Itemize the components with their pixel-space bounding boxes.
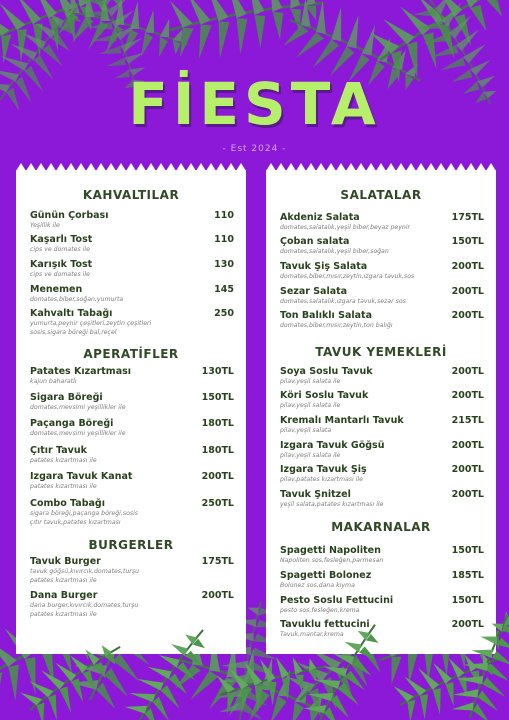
item-name: Kaşarlı Tost [30, 234, 93, 245]
left-menu-panel [16, 170, 246, 654]
item-price: 200TL [451, 366, 484, 377]
item-price: 200TL [451, 489, 484, 500]
item-price: 200TL [201, 590, 234, 601]
item-desc: çıtır tavuk,patates kızartması [30, 519, 121, 526]
section-heading-kahvaltilar: KAHVALTILAR [82, 188, 180, 202]
item-name: Tavuklu fettucini [280, 619, 370, 630]
item-name: Izgara Tavuk Şiş [280, 464, 367, 475]
item-price: 200TL [451, 619, 484, 630]
item-name: Sezar Salata [280, 286, 348, 297]
item-desc: patates kızartması ile [30, 483, 97, 490]
menu-item [280, 464, 484, 484]
item-name: Çıtır Tavuk [30, 445, 87, 456]
item-name: Dana Burger [30, 590, 98, 601]
item-desc: tavuk göğsü,kıvırcık,domates,turşu [30, 568, 139, 575]
item-name: Patates Kızartması [30, 366, 132, 377]
item-name: Izgara Tavuk Kanat [30, 471, 133, 482]
menu-item [280, 212, 484, 232]
item-desc: pilav,yeşil salata ile [280, 378, 341, 385]
item-price: 215TL [451, 415, 484, 426]
item-desc: domates,salatalık,ızgara tavuk,sezar sos [280, 298, 406, 305]
zigzag-edge [266, 163, 496, 171]
menu-title: FİESTA [128, 70, 381, 138]
item-desc: patates kızartması ile [30, 611, 97, 618]
item-price: 200TL [451, 261, 484, 272]
established-label: - Est 2024 - [222, 144, 287, 154]
item-name: Menemen [30, 284, 83, 295]
item-price: 250TL [201, 498, 234, 509]
item-name: Soya Soslu Tavuk [280, 366, 373, 377]
item-desc: yeşil salata,patates kızartması ile [280, 501, 384, 508]
menu-item [280, 286, 484, 306]
item-name: Tavuk Şnitzel [280, 489, 351, 500]
item-desc: domates,biber,mısır,zeytin,ızgara tavuk,sos [280, 273, 415, 280]
item-desc: cips ve domates ile [30, 246, 90, 253]
item-desc: pesto sos,fesleğen,krema [280, 607, 360, 614]
item-name: Günün Çorbası [30, 210, 109, 221]
menu-item [30, 284, 234, 304]
section-heading-tavuk-yemekleri: TAVUK YEMEKLERİ [315, 345, 447, 359]
item-price: 130 [214, 259, 234, 270]
zigzag-edge [16, 163, 246, 171]
section-heading-makarnalar: MAKARNALAR [331, 520, 431, 534]
item-price: 150TL [201, 392, 234, 403]
item-name: Kremalı Mantarlı Tavuk [280, 415, 404, 426]
item-desc: sigara böreği,paçanga böreği,sosis [30, 510, 139, 517]
menu-item [30, 210, 234, 230]
menu-item [30, 498, 234, 527]
item-name: Akdeniz Salata [280, 212, 360, 223]
menu-item [280, 310, 484, 330]
menu-item [30, 392, 234, 412]
item-name: Spagetti Napoliten [280, 545, 381, 556]
right-menu-panel [266, 170, 496, 654]
item-name: Pesto Soslu Fettucini [280, 595, 394, 606]
menu-item [30, 308, 234, 337]
item-desc: domates,biber,mısır,zeytin,ton balığı [280, 322, 393, 329]
item-desc: domates,biber,soğan,yumurta [30, 296, 124, 303]
menu-item [30, 234, 234, 254]
item-desc: pilav,yeşil salata ile [280, 402, 341, 409]
item-name: Çoban salata [280, 236, 350, 247]
menu-item [30, 445, 234, 465]
item-name: Tavuk Burger [30, 556, 101, 567]
item-desc: patates kızartması ile [30, 457, 97, 464]
item-desc: kajun baharatlı [30, 378, 77, 385]
menu-item [30, 259, 234, 279]
item-desc: Napoliten sos,fesleğen,parmesan [280, 557, 384, 564]
section-heading-salatalar: SALATALAR [340, 188, 422, 202]
item-price: 130TL [201, 366, 234, 377]
item-name: Combo Tabağı [30, 498, 105, 509]
menu-item [280, 415, 484, 435]
menu-item [280, 261, 484, 281]
item-price: 110 [214, 210, 234, 221]
section-heading-burgerler: BURGERLER [88, 538, 174, 552]
item-price: 185TL [451, 570, 484, 581]
item-desc: pilav,patates kızartması ile [280, 476, 363, 483]
menu-item [280, 440, 484, 460]
menu-item [280, 390, 484, 410]
item-desc: sosis,sigara böreği bal,reçel [30, 329, 117, 336]
menu-item [30, 418, 234, 438]
item-price: 175TL [451, 212, 484, 223]
item-price: 200TL [451, 440, 484, 451]
item-desc: Bolonez sos,dana kıyma [280, 582, 355, 589]
item-name: Paçanga Böreği [30, 418, 114, 429]
palm-leaves-foreground [0, 600, 509, 720]
item-name: Izgara Tavuk Göğsü [280, 440, 385, 451]
item-name: Ton Balıklı Salata [280, 310, 372, 321]
menu-item [30, 556, 234, 585]
item-desc: domates,salatalık,yeşil biber,beyaz peynir [280, 224, 411, 231]
item-desc: yumurta,peynir çeşitleri,zeytin çeşitleri [30, 320, 152, 327]
item-price: 180TL [201, 418, 234, 429]
item-desc: pilav,yeşil salata [280, 427, 332, 434]
item-price: 200TL [451, 390, 484, 401]
item-desc: Tavuk,mantar,krema [280, 631, 344, 638]
item-desc: domates,mevsimi yeşillikler ile [30, 404, 126, 411]
item-name: Kahvaltı Tabağı [30, 308, 113, 319]
item-name: Tavuk Şiş Salata [280, 261, 368, 272]
item-desc: domates,mevsimi yeşillikler ile [30, 430, 126, 437]
menu-item [30, 366, 234, 386]
item-price: 150TL [451, 236, 484, 247]
item-price: 200TL [451, 286, 484, 297]
item-desc: domates,salatalık,yeşil biber,soğan [280, 248, 389, 255]
item-name: Karışık Tost [30, 259, 93, 270]
menu-item [30, 471, 234, 491]
item-price: 150TL [451, 595, 484, 606]
item-name: Köri Soslu Tavuk [280, 390, 369, 401]
item-desc: dana burger,kıvırcık,domates,turşu [30, 602, 139, 609]
menu-item [280, 489, 484, 509]
item-name: Spagetti Bolonez [280, 570, 372, 581]
menu-item [280, 545, 484, 565]
item-price: 150TL [451, 545, 484, 556]
item-desc: Yeşillik ile [30, 222, 60, 229]
item-price: 145 [214, 284, 234, 295]
item-price: 200TL [201, 471, 234, 482]
item-price: 200TL [451, 464, 484, 475]
item-price: 180TL [201, 445, 234, 456]
menu-item [280, 236, 484, 256]
item-price: 175TL [201, 556, 234, 567]
section-heading-aperatifler: APERATİFLER [83, 347, 179, 361]
menu-item [280, 366, 484, 386]
item-price: 200TL [451, 310, 484, 321]
item-desc: cips ve domates ile [30, 271, 90, 278]
menu-item [280, 570, 484, 590]
item-price: 250 [214, 308, 234, 319]
item-desc: pilav,yeşil salata ile [280, 452, 341, 459]
item-desc: patates kızartması ile [30, 577, 97, 584]
item-name: Sigara Böreği [30, 392, 103, 403]
item-price: 110 [214, 234, 234, 245]
